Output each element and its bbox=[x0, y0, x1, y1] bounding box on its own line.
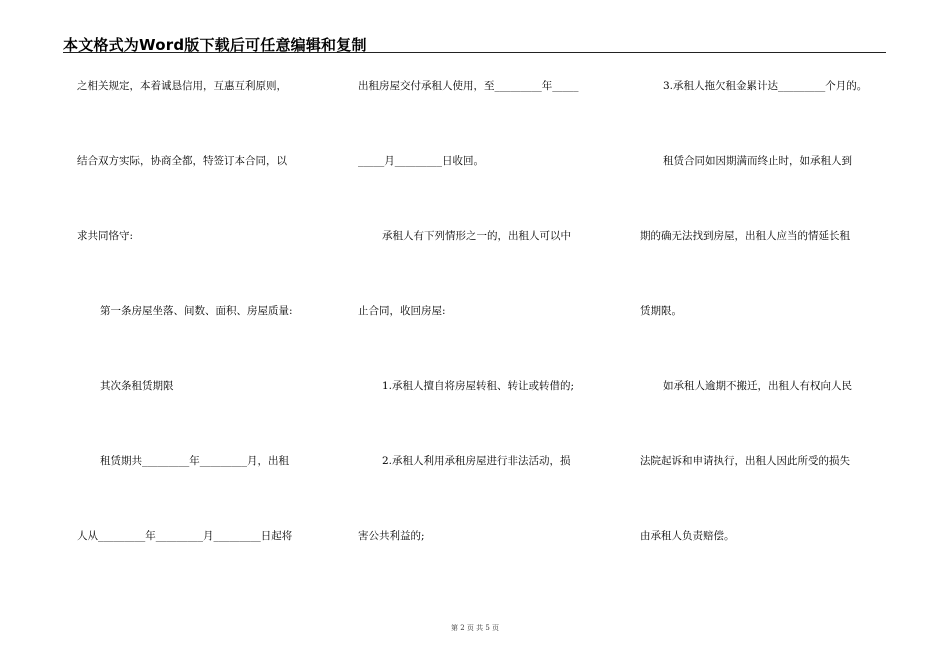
page-number-footer: 第 2 页 共 5 页 bbox=[450, 624, 500, 632]
paragraph-line: 期的确无法找到房屋，出租人应当的情延长租 bbox=[640, 230, 850, 242]
paragraph-line: 人从_________年_________月_________日起将 bbox=[77, 530, 293, 542]
paragraph-line: _____月_________日收回。 bbox=[358, 155, 484, 167]
paragraph-line: 租赁合同如因期满而终止时，如承租人到 bbox=[663, 155, 852, 167]
paragraph-line: 承租人有下列情形之一的，出租人可以中 bbox=[382, 230, 571, 242]
paragraph-line: 如承租人逾期不搬迁，出租人有权向人民 bbox=[663, 380, 852, 392]
paragraph-line: 之相关规定，本着诚恳信用，互惠互利原则， bbox=[77, 80, 287, 92]
paragraph-line: 结合双方实际，协商全都，特签订本合同，以 bbox=[77, 155, 287, 167]
paragraph-line: 其次条租赁期限 bbox=[100, 380, 174, 392]
paragraph-line: 3.承租人拖欠租金累计达_________个月的。 bbox=[663, 80, 868, 92]
paragraph-line: 求共同恪守: bbox=[77, 230, 134, 242]
paragraph-line: 由承租人负责赔偿。 bbox=[640, 530, 735, 542]
paragraph-line: 第一条房屋坐落、间数、面积、房屋质量: bbox=[100, 305, 293, 317]
header-divider bbox=[63, 52, 886, 53]
paragraph-line: 止合同，收回房屋: bbox=[358, 305, 446, 317]
paragraph-line: 害公共利益的; bbox=[358, 530, 425, 542]
paragraph-line: 法院起诉和申请执行，出租人因此所受的损失 bbox=[640, 455, 850, 467]
document-header-title: 本文格式为Word版下载后可任意编辑和复制 bbox=[63, 36, 367, 54]
paragraph-line: 1.承租人擅自将房屋转租、转让或转借的; bbox=[382, 380, 575, 392]
paragraph-line: 2.承租人利用承租房屋进行非法活动，损 bbox=[382, 455, 571, 467]
paragraph-line: 出租房屋交付承租人使用，至_________年_____ bbox=[358, 80, 579, 92]
paragraph-line: 赁期限。 bbox=[640, 305, 682, 317]
paragraph-line: 租赁期共_________年_________月，出租 bbox=[100, 455, 289, 467]
